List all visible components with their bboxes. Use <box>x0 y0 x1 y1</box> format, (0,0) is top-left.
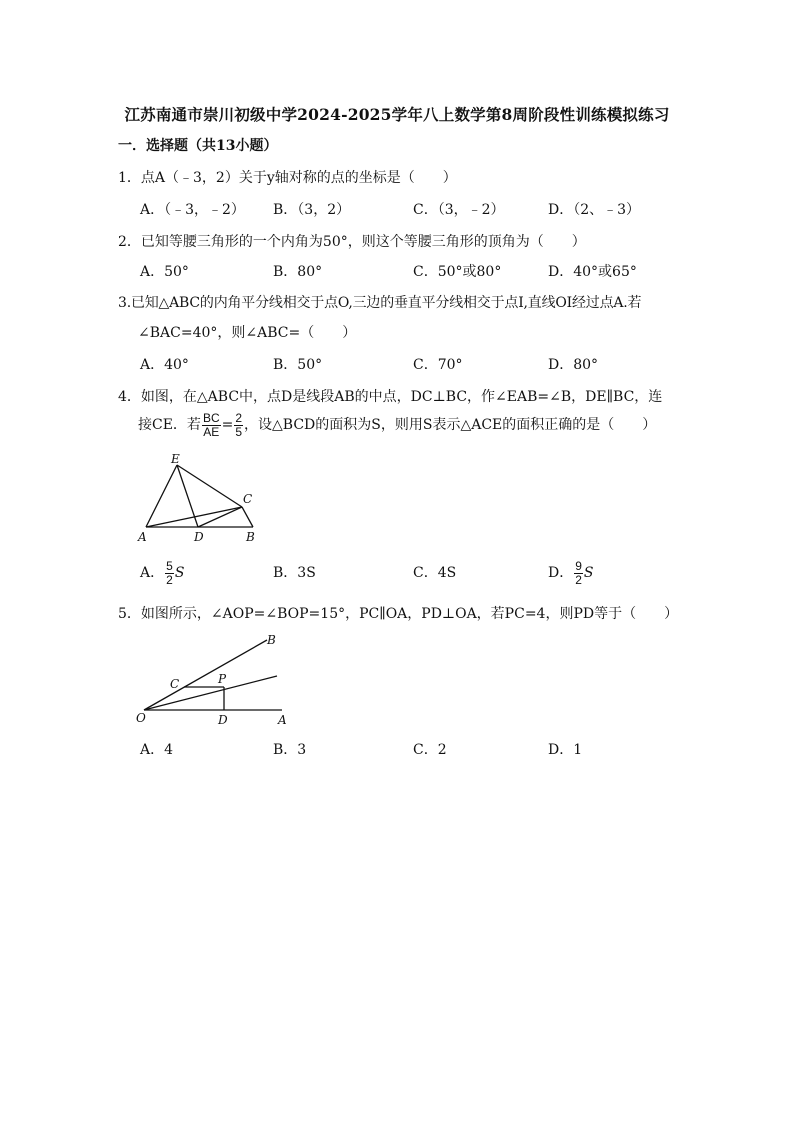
question-1-options <box>140 199 700 221</box>
option-d: D．80° <box>548 357 599 373</box>
fraction-numerator: 9 <box>575 558 582 573</box>
fraction-five-halves <box>165 560 174 587</box>
label-c: C <box>170 677 180 691</box>
segment-dc <box>198 507 242 527</box>
option-a <box>140 558 184 588</box>
ray-op <box>144 676 277 710</box>
question-5: 5．如图所示，∠AOP=∠BOP=15°，PC∥OA，PD⊥OA，若PC=4，则PD等于（ ） <box>118 606 679 622</box>
option-b: B．50° <box>273 357 323 373</box>
fraction-denominator: 5 <box>235 424 243 439</box>
option-b: B．80° <box>273 264 323 280</box>
option-b: B．3S <box>273 565 316 581</box>
option-d <box>548 558 594 588</box>
fraction-numerator: BC <box>202 410 220 425</box>
option-c: C．（3，﹣2） <box>413 202 505 218</box>
fraction-bc-over-ae <box>202 412 221 439</box>
label-d: D <box>218 713 228 726</box>
fraction-nine-halves <box>574 560 583 587</box>
question-3-line-2: ∠BAC=40°，则∠ABC=（ ） <box>138 325 357 341</box>
question-2-options <box>140 261 700 283</box>
fraction-two-fifths <box>234 412 243 439</box>
option-a: A．（﹣3，﹣2） <box>140 202 245 218</box>
fraction-denominator: 2 <box>575 572 582 587</box>
fraction-denominator: 2 <box>166 572 173 587</box>
q4-text-post: ，设△BCD的面积为S，则用S表示△ACE的面积正确的是（ ） <box>244 417 657 433</box>
option-a-prefix: A． <box>140 565 165 581</box>
fraction-denominator: AE <box>203 424 220 439</box>
label-a: A <box>278 713 287 726</box>
option-a: A．4 <box>140 742 174 758</box>
option-b: B．（3，2） <box>273 202 351 218</box>
option-d-prefix: D． <box>548 565 574 581</box>
option-b: B．3 <box>273 742 307 758</box>
q4-text-pre: 接CE．若 <box>138 417 201 433</box>
label-o: O <box>136 711 146 725</box>
option-d: D．1 <box>548 742 583 758</box>
option-c: C．50°或80° <box>413 264 502 280</box>
label-c: C <box>243 492 253 506</box>
segment-ac <box>146 507 242 527</box>
question-5-options <box>140 739 700 761</box>
question-2: 2．已知等腰三角形的一个内角为50°，则这个等腰三角形的顶角为（ ） <box>118 234 586 250</box>
option-a-suffix: S <box>174 565 185 581</box>
segment-ec <box>177 465 242 507</box>
label-d: D <box>194 530 204 544</box>
fraction-numerator: 5 <box>166 558 173 573</box>
option-a: A．50° <box>140 264 189 280</box>
option-c: C．2 <box>413 742 447 758</box>
question-4-line-2 <box>138 411 656 439</box>
option-a: A．40° <box>140 357 189 373</box>
question-3-options <box>140 354 700 376</box>
option-d: D．（2、﹣3） <box>548 202 641 218</box>
fraction-numerator: 2 <box>235 410 243 425</box>
segment-ae <box>146 465 177 527</box>
label-b: B <box>267 633 276 647</box>
label-b: B <box>246 530 255 544</box>
segment-cb <box>242 507 253 527</box>
label-p: P <box>218 672 227 686</box>
question-1: 1．点A（﹣3，2）关于y轴对称的点的坐标是（ ） <box>118 170 457 186</box>
question-5-figure <box>132 628 292 726</box>
question-4-figure <box>134 452 264 546</box>
page-title: 江苏南通市崇川初级中学2024-2025学年八上数学第8周阶段性训练模拟练习 <box>124 105 670 124</box>
label-a: A <box>138 530 147 544</box>
option-c: C．4S <box>413 565 457 581</box>
label-e: E <box>171 452 180 466</box>
section-heading: 一．选择题（共13小题） <box>118 138 278 154</box>
option-c: C．70° <box>413 357 463 373</box>
option-d: D．40°或65° <box>548 264 637 280</box>
question-4-options <box>140 558 700 588</box>
option-d-suffix: S <box>583 565 594 581</box>
ray-ob <box>144 640 267 710</box>
question-3-line-1: 3.已知△ABC的内角平分线相交于点O,三边的垂直平分线相交于点I,直线OI经过点A.若 <box>118 295 642 311</box>
question-4-line-1: 4．如图，在△ABC中，点D是线段AB的中点，DC⊥BC，作∠EAB=∠B，DE∥BC，连 <box>118 389 663 405</box>
equals-sign: = <box>221 417 234 433</box>
